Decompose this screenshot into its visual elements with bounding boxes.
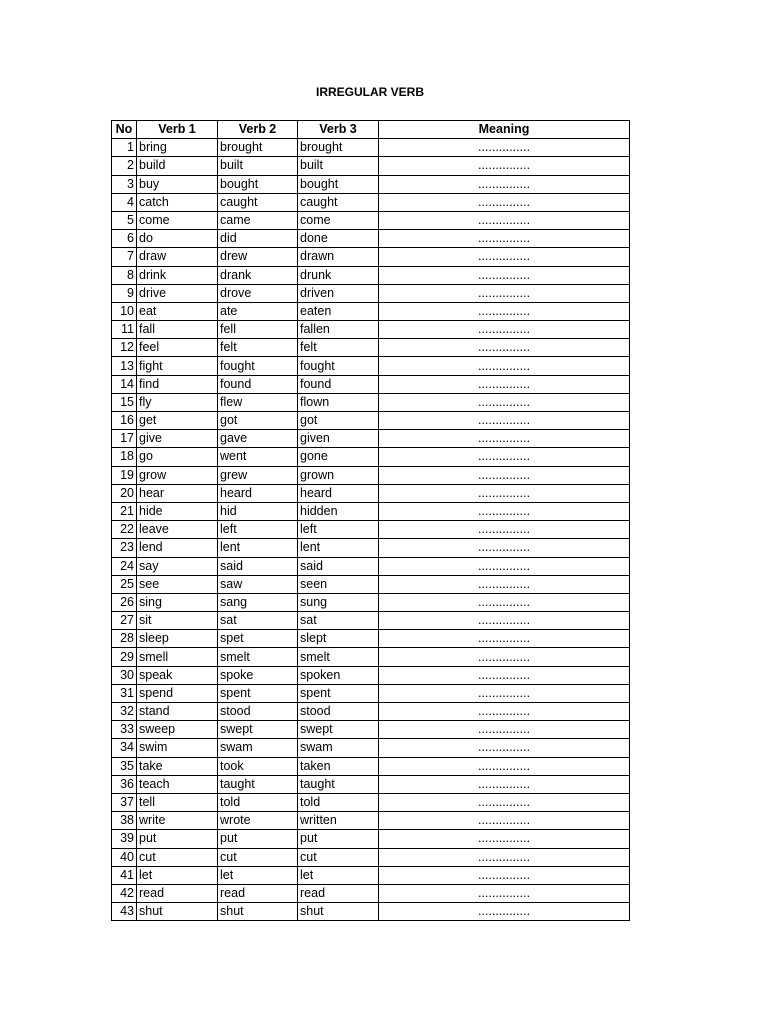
cell-verb1: say [137,557,218,575]
table-row [112,539,630,557]
irregular-verb-table [111,120,630,921]
table-row [112,739,630,757]
cell-meaning: ............... [379,284,630,302]
cell-no: 3 [112,175,137,193]
cell-meaning: ............... [379,211,630,229]
cell-meaning: ............... [379,739,630,757]
table-row [112,357,630,375]
cell-no: 37 [112,793,137,811]
cell-verb1: see [137,575,218,593]
cell-no: 17 [112,430,137,448]
table-row [112,393,630,411]
cell-no: 19 [112,466,137,484]
cell-verb1: drive [137,284,218,302]
cell-verb1: spend [137,684,218,702]
cell-no: 40 [112,848,137,866]
cell-verb3: said [298,557,379,575]
cell-verb3: fought [298,357,379,375]
cell-verb1: buy [137,175,218,193]
cell-verb2: flew [218,393,298,411]
cell-verb2: went [218,448,298,466]
cell-meaning: ............... [379,884,630,902]
table-row [112,139,630,157]
cell-no: 28 [112,630,137,648]
cell-verb3: swam [298,739,379,757]
cell-no: 18 [112,448,137,466]
cell-verb2: built [218,157,298,175]
cell-no: 6 [112,230,137,248]
cell-verb2: let [218,866,298,884]
cell-verb3: fallen [298,321,379,339]
cell-verb2: smelt [218,648,298,666]
cell-verb3: found [298,375,379,393]
cell-verb3: eaten [298,302,379,320]
cell-verb1: stand [137,703,218,721]
header-verb1: Verb 1 [137,121,218,139]
table-row [112,903,630,921]
cell-no: 33 [112,721,137,739]
cell-verb3: let [298,866,379,884]
cell-no: 32 [112,703,137,721]
table-row [112,375,630,393]
cell-verb2: sat [218,612,298,630]
cell-verb2: said [218,557,298,575]
cell-verb1: tell [137,793,218,811]
cell-no: 30 [112,666,137,684]
cell-no: 27 [112,612,137,630]
header-verb2: Verb 2 [218,121,298,139]
cell-meaning: ............... [379,575,630,593]
cell-meaning: ............... [379,430,630,448]
cell-verb3: stood [298,703,379,721]
cell-meaning: ............... [379,521,630,539]
cell-verb2: spet [218,630,298,648]
cell-no: 36 [112,775,137,793]
cell-no: 42 [112,884,137,902]
cell-meaning: ............... [379,175,630,193]
cell-verb3: brought [298,139,379,157]
cell-verb3: slept [298,630,379,648]
cell-no: 20 [112,484,137,502]
cell-meaning: ............... [379,412,630,430]
cell-verb2: left [218,521,298,539]
table-row [112,593,630,611]
cell-verb1: fight [137,357,218,375]
cell-verb2: felt [218,339,298,357]
cell-no: 2 [112,157,137,175]
cell-no: 31 [112,684,137,702]
table-row [112,339,630,357]
cell-verb1: teach [137,775,218,793]
cell-verb3: cut [298,848,379,866]
cell-verb3: hidden [298,502,379,520]
cell-no: 39 [112,830,137,848]
cell-no: 16 [112,412,137,430]
table-row [112,466,630,484]
cell-no: 24 [112,557,137,575]
cell-verb3: drawn [298,248,379,266]
cell-verb1: find [137,375,218,393]
cell-no: 14 [112,375,137,393]
cell-verb3: sat [298,612,379,630]
table-row [112,630,630,648]
table-row [112,812,630,830]
cell-no: 29 [112,648,137,666]
cell-no: 12 [112,339,137,357]
cell-meaning: ............... [379,721,630,739]
cell-no: 1 [112,139,137,157]
cell-meaning: ............... [379,593,630,611]
cell-meaning: ............... [379,666,630,684]
cell-verb3: got [298,412,379,430]
cell-verb1: speak [137,666,218,684]
table-row [112,830,630,848]
table-row [112,302,630,320]
table-row [112,484,630,502]
cell-verb3: read [298,884,379,902]
cell-meaning: ............... [379,193,630,211]
cell-no: 11 [112,321,137,339]
cell-meaning: ............... [379,248,630,266]
table-row [112,666,630,684]
cell-verb3: lent [298,539,379,557]
cell-verb2: lent [218,539,298,557]
table-row [112,684,630,702]
cell-verb2: taught [218,775,298,793]
cell-verb2: drove [218,284,298,302]
cell-verb1: take [137,757,218,775]
cell-meaning: ............... [379,157,630,175]
cell-no: 41 [112,866,137,884]
cell-verb1: eat [137,302,218,320]
cell-verb2: caught [218,193,298,211]
cell-meaning: ............... [379,230,630,248]
cell-meaning: ............... [379,302,630,320]
cell-meaning: ............... [379,630,630,648]
cell-verb1: fly [137,393,218,411]
cell-verb2: swam [218,739,298,757]
cell-verb2: read [218,884,298,902]
table-row [112,721,630,739]
cell-no: 35 [112,757,137,775]
header-verb3: Verb 3 [298,121,379,139]
cell-verb3: drunk [298,266,379,284]
cell-meaning: ............... [379,502,630,520]
table-row [112,157,630,175]
table-row [112,521,630,539]
cell-verb3: taken [298,757,379,775]
cell-verb1: fall [137,321,218,339]
cell-no: 21 [112,502,137,520]
cell-verb3: taught [298,775,379,793]
cell-meaning: ............... [379,375,630,393]
cell-verb2: bought [218,175,298,193]
cell-verb1: draw [137,248,218,266]
cell-verb1: sweep [137,721,218,739]
cell-verb1: bring [137,139,218,157]
cell-verb3: smelt [298,648,379,666]
cell-no: 7 [112,248,137,266]
cell-verb1: hide [137,502,218,520]
cell-meaning: ............... [379,830,630,848]
table-row [112,175,630,193]
cell-verb1: put [137,830,218,848]
table-row [112,557,630,575]
cell-verb3: put [298,830,379,848]
cell-verb2: told [218,793,298,811]
cell-meaning: ............... [379,466,630,484]
cell-verb1: drink [137,266,218,284]
cell-verb2: saw [218,575,298,593]
cell-verb2: brought [218,139,298,157]
cell-verb2: gave [218,430,298,448]
cell-verb2: grew [218,466,298,484]
cell-verb3: spoken [298,666,379,684]
cell-no: 9 [112,284,137,302]
cell-verb2: found [218,375,298,393]
cell-verb1: let [137,866,218,884]
table-row [112,848,630,866]
cell-verb3: sung [298,593,379,611]
cell-verb1: feel [137,339,218,357]
cell-verb3: left [298,521,379,539]
table-row [112,230,630,248]
header-meaning: Meaning [379,121,630,139]
cell-no: 5 [112,211,137,229]
cell-no: 4 [112,193,137,211]
table-row [112,866,630,884]
cell-meaning: ............... [379,539,630,557]
header-row [112,121,630,139]
cell-meaning: ............... [379,812,630,830]
cell-verb1: cut [137,848,218,866]
table-row [112,793,630,811]
cell-verb2: swept [218,721,298,739]
cell-meaning: ............... [379,684,630,702]
cell-verb2: spoke [218,666,298,684]
cell-no: 38 [112,812,137,830]
cell-verb1: sleep [137,630,218,648]
cell-verb2: came [218,211,298,229]
page-title: IRREGULAR VERB [315,85,424,99]
cell-verb1: grow [137,466,218,484]
cell-verb1: hear [137,484,218,502]
cell-no: 10 [112,302,137,320]
cell-verb2: cut [218,848,298,866]
cell-meaning: ............... [379,793,630,811]
table-row [112,211,630,229]
cell-meaning: ............... [379,648,630,666]
cell-verb1: swim [137,739,218,757]
cell-verb1: come [137,211,218,229]
cell-meaning: ............... [379,484,630,502]
table-row [112,448,630,466]
cell-verb3: given [298,430,379,448]
cell-meaning: ............... [379,357,630,375]
cell-verb1: give [137,430,218,448]
cell-verb2: drew [218,248,298,266]
cell-verb3: bought [298,175,379,193]
cell-no: 23 [112,539,137,557]
table-row [112,430,630,448]
cell-verb2: hid [218,502,298,520]
cell-verb3: driven [298,284,379,302]
cell-verb2: heard [218,484,298,502]
cell-meaning: ............... [379,866,630,884]
cell-verb2: did [218,230,298,248]
cell-verb2: drank [218,266,298,284]
cell-no: 25 [112,575,137,593]
cell-no: 22 [112,521,137,539]
cell-verb1: smell [137,648,218,666]
cell-no: 8 [112,266,137,284]
table-row [112,612,630,630]
cell-meaning: ............... [379,703,630,721]
table-row [112,284,630,302]
cell-meaning: ............... [379,139,630,157]
cell-verb2: spent [218,684,298,702]
cell-verb3: seen [298,575,379,593]
cell-verb1: leave [137,521,218,539]
cell-verb3: gone [298,448,379,466]
table-row [112,757,630,775]
cell-verb1: sit [137,612,218,630]
cell-verb3: grown [298,466,379,484]
cell-meaning: ............... [379,393,630,411]
cell-verb3: built [298,157,379,175]
cell-verb1: do [137,230,218,248]
cell-verb1: catch [137,193,218,211]
cell-verb3: caught [298,193,379,211]
cell-meaning: ............... [379,848,630,866]
cell-verb3: spent [298,684,379,702]
cell-meaning: ............... [379,775,630,793]
cell-verb2: fought [218,357,298,375]
table-row [112,266,630,284]
cell-verb1: lend [137,539,218,557]
cell-verb2: sang [218,593,298,611]
cell-meaning: ............... [379,557,630,575]
table-row [112,412,630,430]
cell-meaning: ............... [379,757,630,775]
cell-verb3: flown [298,393,379,411]
cell-meaning: ............... [379,903,630,921]
cell-verb1: get [137,412,218,430]
cell-verb3: told [298,793,379,811]
table-row [112,575,630,593]
cell-meaning: ............... [379,339,630,357]
table-row [112,775,630,793]
cell-verb1: read [137,884,218,902]
cell-verb1: write [137,812,218,830]
cell-verb2: wrote [218,812,298,830]
cell-verb2: stood [218,703,298,721]
cell-verb3: swept [298,721,379,739]
cell-verb2: ate [218,302,298,320]
table-row [112,703,630,721]
table-row [112,321,630,339]
cell-verb3: shut [298,903,379,921]
cell-verb1: sing [137,593,218,611]
table-row [112,248,630,266]
cell-meaning: ............... [379,448,630,466]
cell-verb3: heard [298,484,379,502]
cell-meaning: ............... [379,612,630,630]
cell-no: 34 [112,739,137,757]
header-no: No [112,121,137,139]
cell-meaning: ............... [379,266,630,284]
cell-verb3: come [298,211,379,229]
cell-verb3: felt [298,339,379,357]
cell-verb1: shut [137,903,218,921]
table-row [112,884,630,902]
cell-verb3: written [298,812,379,830]
table-row [112,193,630,211]
cell-verb2: shut [218,903,298,921]
cell-no: 13 [112,357,137,375]
cell-verb1: build [137,157,218,175]
cell-no: 43 [112,903,137,921]
cell-no: 15 [112,393,137,411]
table-row [112,648,630,666]
cell-verb2: got [218,412,298,430]
table-row [112,502,630,520]
cell-meaning: ............... [379,321,630,339]
cell-verb1: go [137,448,218,466]
cell-no: 26 [112,593,137,611]
cell-verb2: fell [218,321,298,339]
cell-verb2: put [218,830,298,848]
cell-verb2: took [218,757,298,775]
cell-verb3: done [298,230,379,248]
